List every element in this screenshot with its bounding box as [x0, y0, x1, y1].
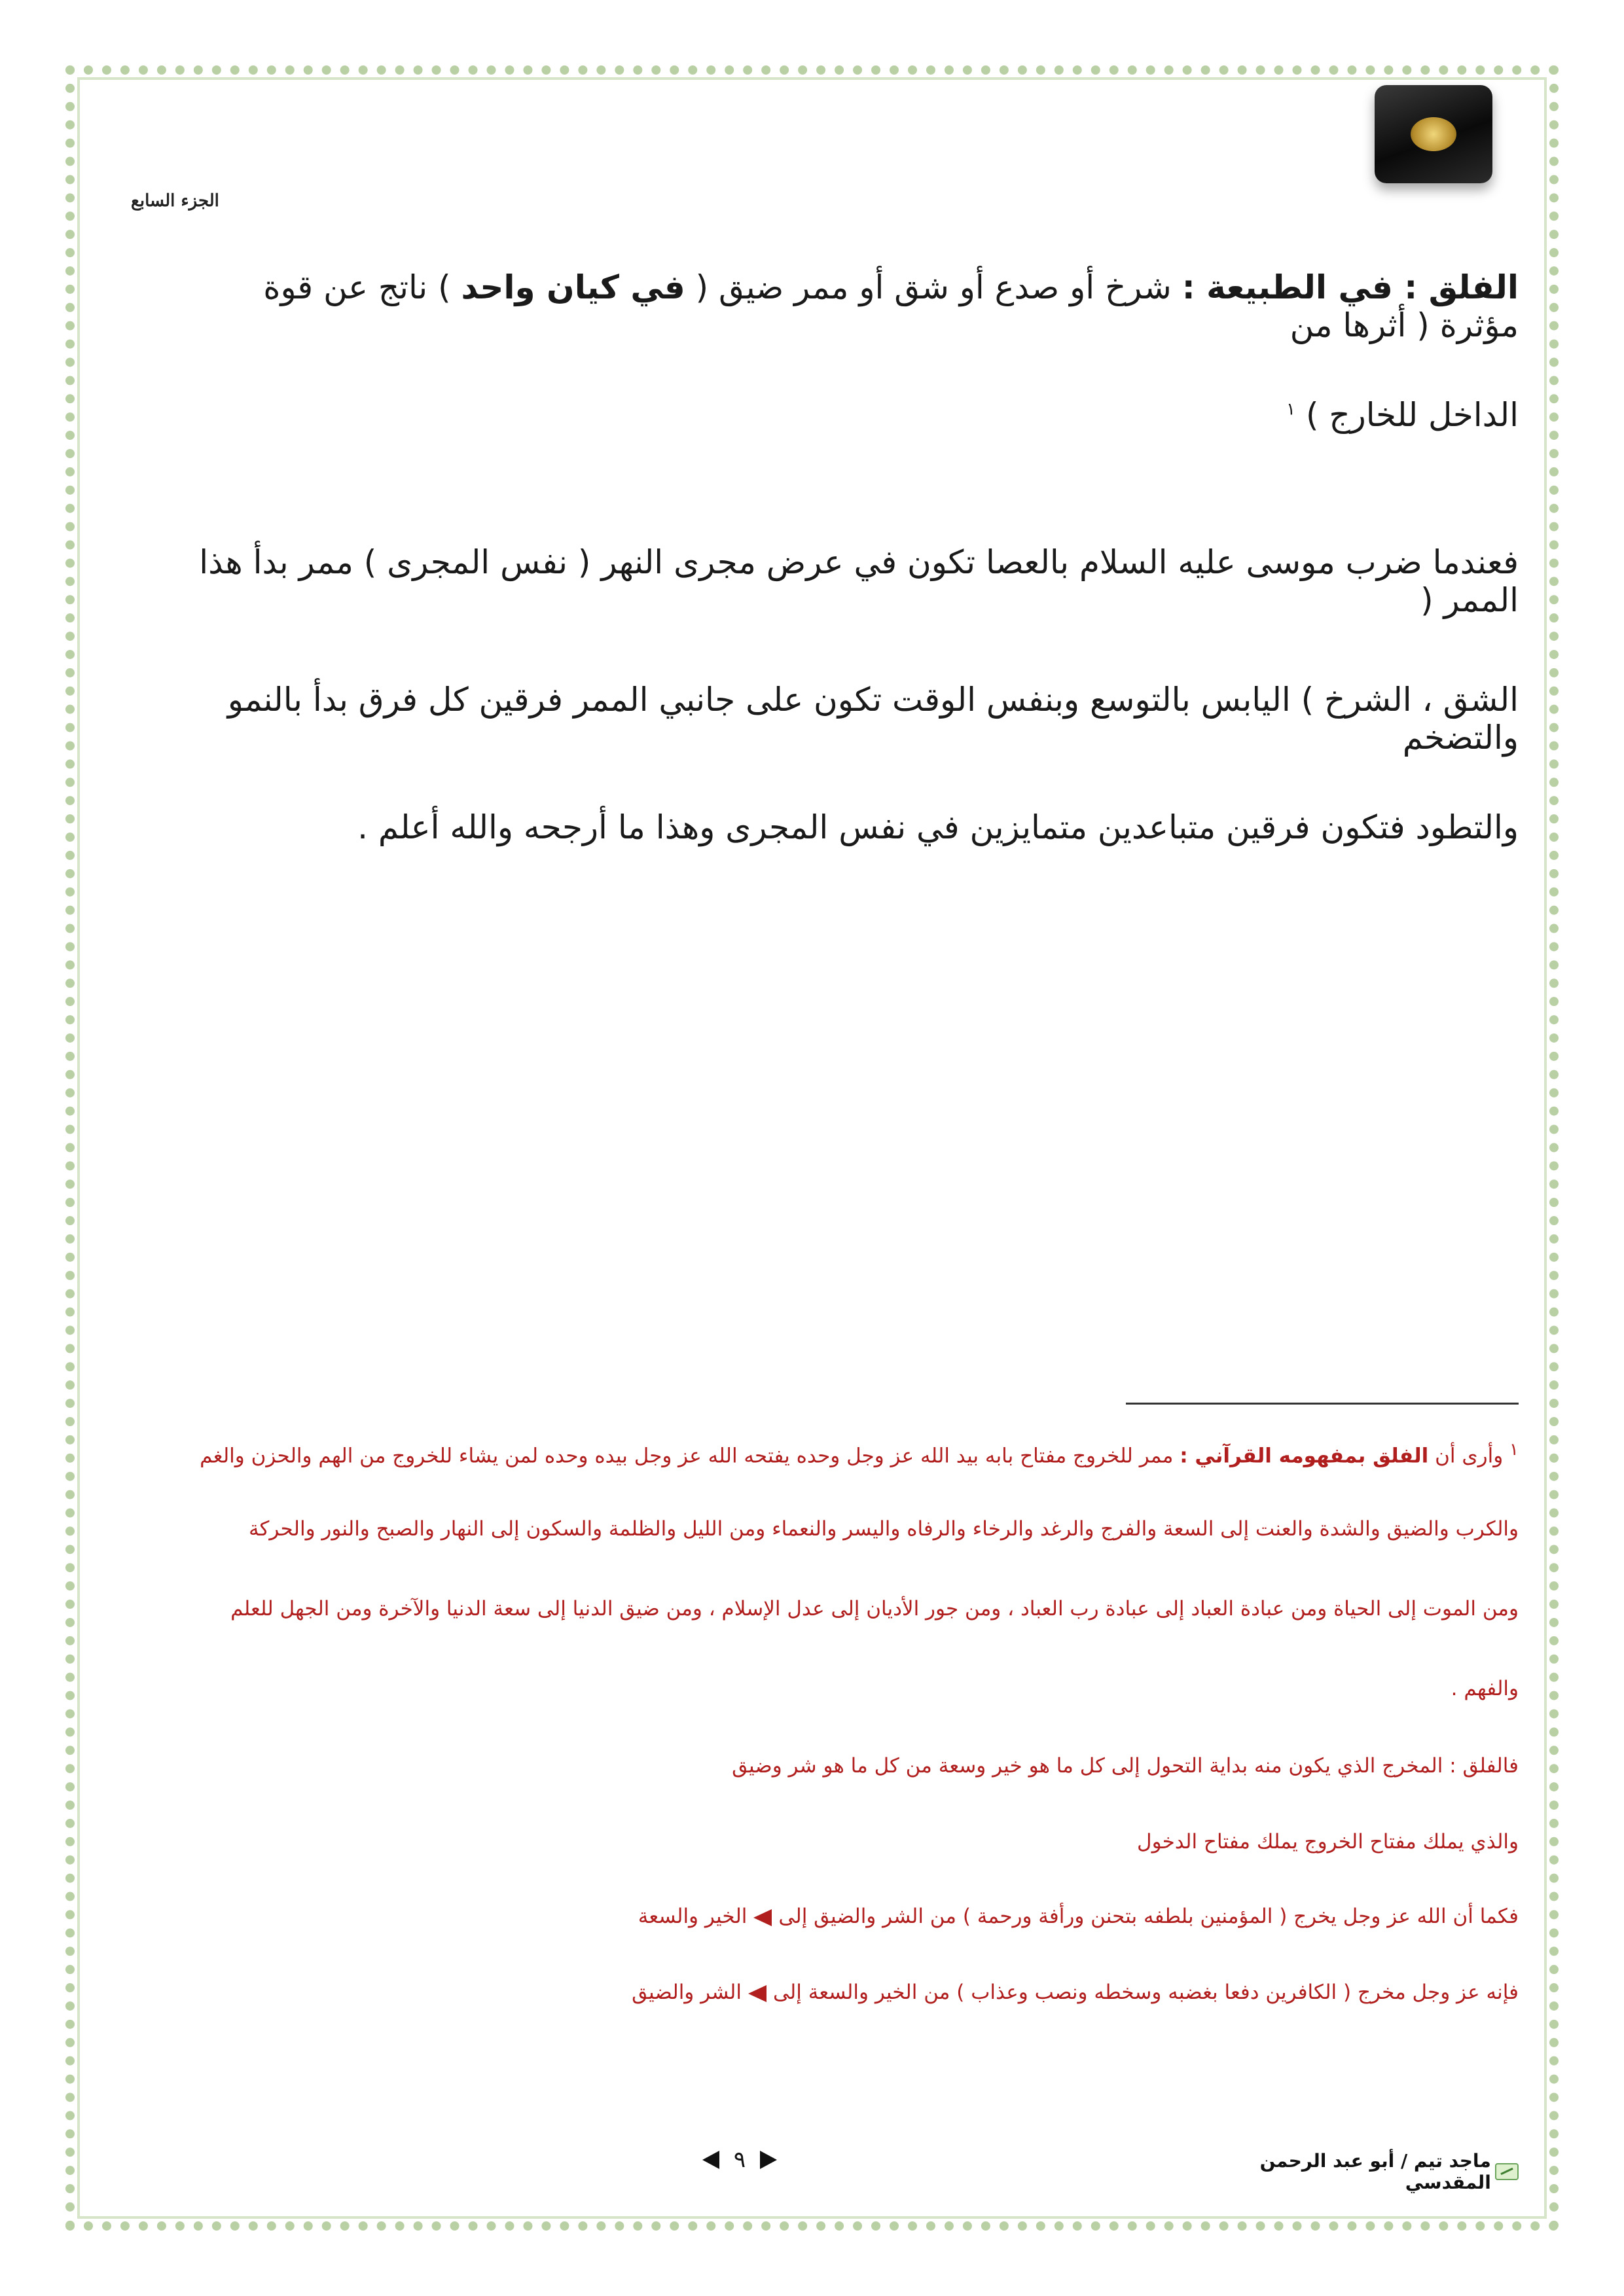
- footnote-p7-a: فكما أن الله عز وجل يخرج ( المؤمنين بلطفه بتحنن ورأفة ورحمة ) من الشر والضيق إلى: [778, 1905, 1519, 1928]
- body-line-1: [177, 268, 1519, 344]
- footnote-lead: وأرى أن: [1428, 1444, 1510, 1468]
- line2-text: الداخل للخارج ): [1305, 396, 1519, 434]
- page-number-value: ٩: [733, 2147, 746, 2173]
- footnote-line-1: [177, 1440, 1519, 1467]
- author-credit: [1185, 2150, 1519, 2193]
- page-number: [681, 2144, 799, 2176]
- footnote-p8-b: الشر والضيق: [632, 1981, 742, 2004]
- site-logo: [1375, 85, 1492, 183]
- term-falaq-nature: الفلق : في الطبيعة :: [1182, 268, 1519, 306]
- body-line-4: الشق ، الشرخ ) اليابس بالتوسع وبنفس الوقت تكون على جانبي الممر فرقين كل فرق بدأ بالنمو والتضخم: [227, 681, 1519, 757]
- line1-text-b: ) ناتج عن قوة مؤثرة ( أثرها من: [263, 268, 1519, 344]
- body-line-3: فعندما ضرب موسى عليه السلام بالعصا تكون في عرض مجرى النهر ( نفس المجرى ) ممر بدأ هذا الممر (: [199, 543, 1519, 619]
- author-name: ماجد تيم / أبو عبد الرحمن المقدسي: [1259, 2150, 1491, 2193]
- footnote-reference[interactable]: ١: [1286, 399, 1296, 420]
- footnote-line-8: [177, 1981, 1519, 2004]
- arrow-left-icon: [748, 1985, 767, 2002]
- arrow-left-icon: [753, 1909, 772, 1926]
- footnote-line-3: ومن الموت إلى الحياة ومن عبادة العباد إلى عبادة رب العباد ، ومن جور الأديان إلى عدل الإسلام ، ومن ضيق الدنيا إلى سعة الدنيا والآخرة ومن الجهل للعلم: [230, 1597, 1519, 1621]
- footnote-p1-rest: ممر للخروج مفتاح بابه بيد الله عز وجل وحده يفتحه الله عز وجل بيده وحده لمن يشاء للخروج من الهم والحزن والغم: [200, 1444, 1180, 1468]
- footnote-p8-a: فإنه عز وجل مخرج ( الكافرين دفعا بغضبه وسخطه ونصب وعذاب ) من الخير والسعة إلى: [772, 1981, 1519, 2004]
- part-label: الجزء السابع: [131, 191, 219, 211]
- footnote-line-6: والذي يملك مفتاح الخروج يملك مفتاح الدخول: [1137, 1830, 1519, 1854]
- body-line-5: والتطود فتكون فرقين متباعدين متمايزين في نفس المجرى وهذا ما أرجحه والله أعلم .: [357, 808, 1519, 846]
- footnote-line-2: والكرب والضيق والشدة والعنت إلى السعة والفرج والرغد والرخاء والرفاه واليسر والنعماء ومن الليل والظلمة والسكون إلى النهار والصبح والنور والحركة: [249, 1517, 1519, 1541]
- triangle-left-icon: [702, 2151, 719, 2169]
- footnote-line-5: فالفلق : المخرج الذي يكون منه بداية التحول إلى كل ما هو خير وسعة من كل ما هو شر وضيق: [732, 1754, 1519, 1778]
- footnote-marker: ١: [1509, 1440, 1519, 1460]
- line1-text-a: شرخ أو صدع أو شق أو ممر ضيق (: [685, 268, 1182, 306]
- triangle-right-icon: [760, 2151, 777, 2169]
- line1-emphasis: في كيان واحد: [461, 268, 685, 306]
- footnote-term: الفلق بمفهومه القرآني :: [1180, 1444, 1429, 1468]
- body-line-2: [177, 396, 1519, 434]
- footnote-p7-b: الخير والسعة: [638, 1905, 748, 1928]
- pen-icon: [1495, 2163, 1519, 2180]
- footnote-line-4: والفهم .: [1451, 1677, 1519, 1700]
- footnote-separator: [1126, 1403, 1519, 1405]
- logo-emblem-icon: [1411, 117, 1456, 151]
- footnote-line-7: [177, 1905, 1519, 1928]
